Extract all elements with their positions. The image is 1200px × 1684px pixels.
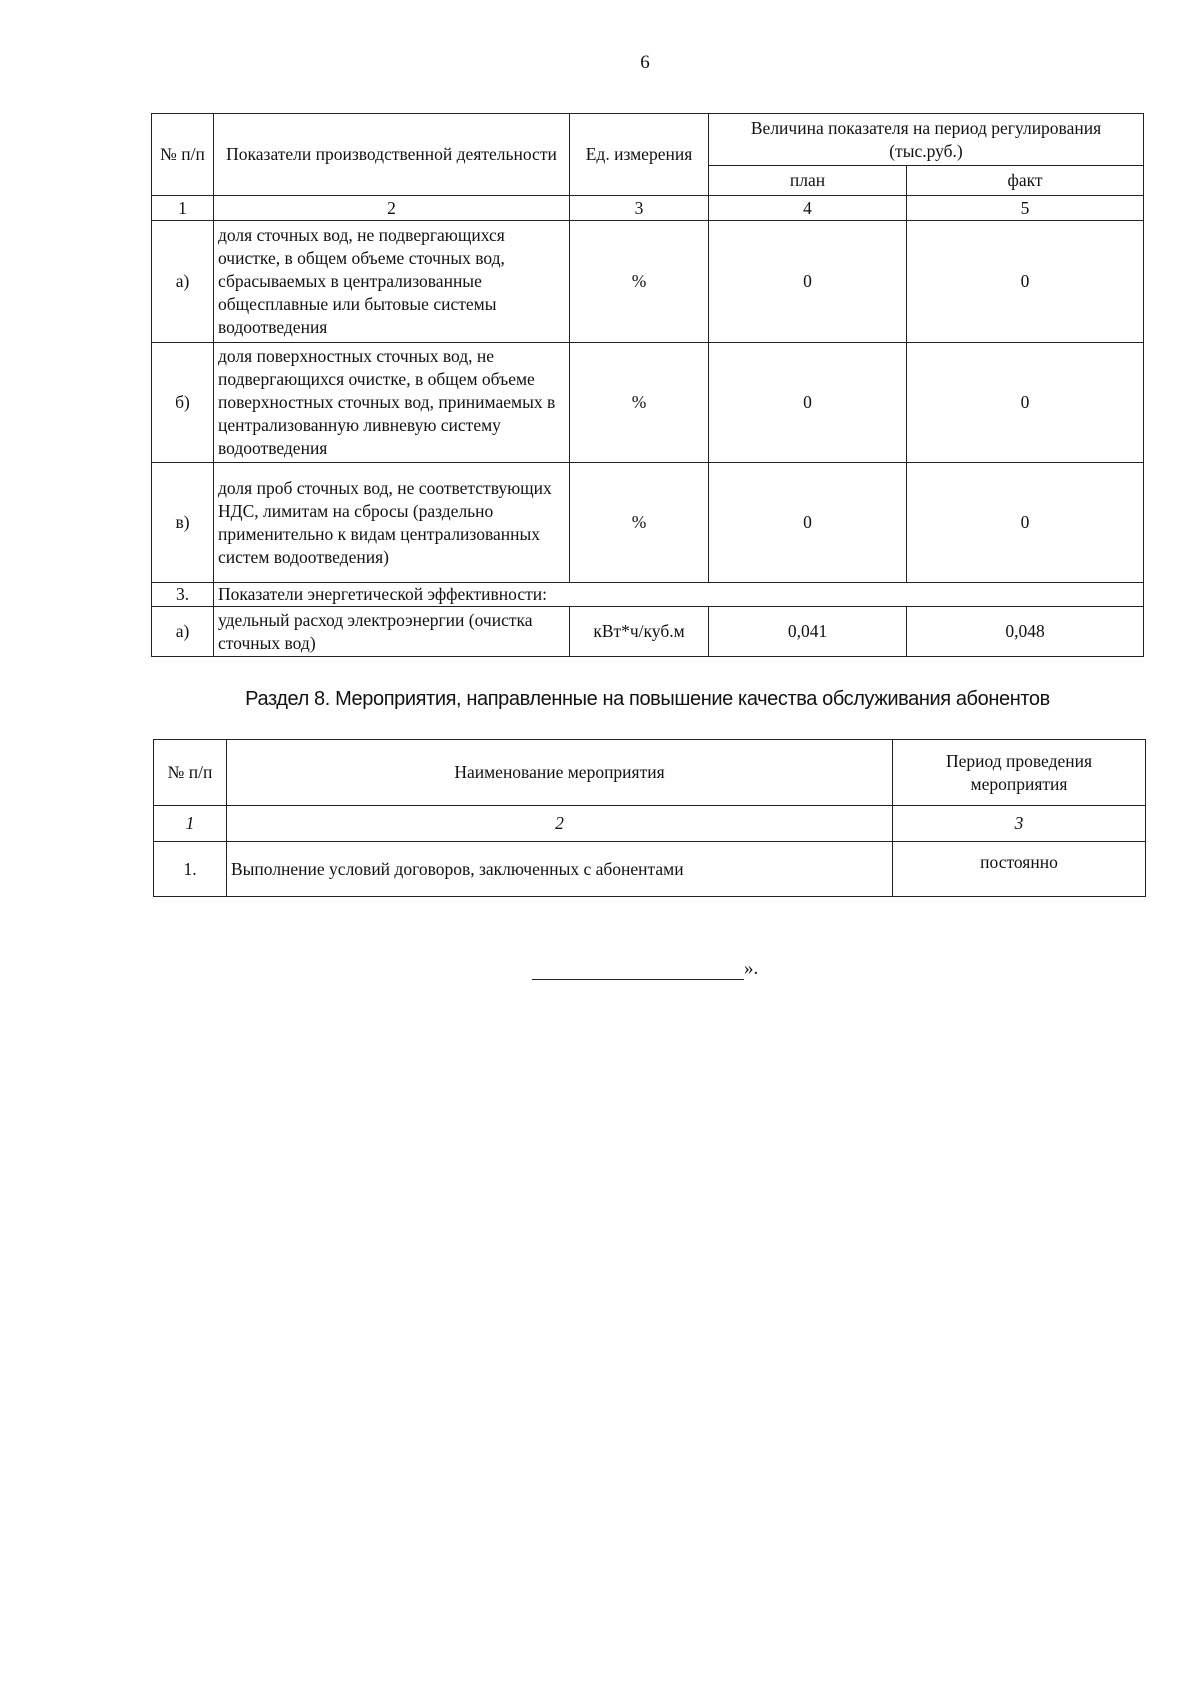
row-num: а) [152,221,214,343]
row-num: б) [152,343,214,463]
row-indicator: удельный расход электроэнергии (очистка сточных вод) [214,607,570,657]
row-plan: 0 [709,463,907,583]
header-fact: факт [907,166,1144,196]
section-8-title: Раздел 8. Мероприятия, направленные на повышение качества обслуживания абонентов [245,688,1050,710]
row-plan: 0,041 [709,607,907,657]
section-row [152,583,1144,607]
row-name: Выполнение условий договоров, заключенных с абонентами [227,842,893,897]
header-plan: план [709,166,907,196]
header-name: Наименование мероприятия [227,740,893,806]
row-fact: 0 [907,343,1144,463]
row-plan: 0 [709,343,907,463]
signature-line [532,959,744,980]
table-row [152,607,1144,657]
row-unit: % [570,463,709,583]
row-unit: % [570,221,709,343]
header-num: № п/п [154,740,227,806]
row-unit: кВт*ч/куб.м [570,607,709,657]
col-number-5: 5 [907,196,1144,221]
col-number-2: 2 [214,196,570,221]
header-num: № п/п [152,114,214,196]
table-row [154,842,1146,897]
row-plan: 0 [709,221,907,343]
header-unit: Ед. измерения [570,114,709,196]
col-number-3: 3 [570,196,709,221]
closing-mark [532,958,758,980]
row-indicator: доля проб сточных вод, не соответствующих НДС, лимитам на сбросы (раздельно применительно к видам централизованных систем водоотведения) [214,463,570,583]
row-period: постоянно [893,842,1146,897]
row-num: в) [152,463,214,583]
col-number-4: 4 [709,196,907,221]
row-fact: 0,048 [907,607,1144,657]
subscriber-service-measures-table [153,739,1146,897]
header-period: Период проведения мероприятия [893,740,1146,806]
header-indicator: Показатели производственной деятельности [214,114,570,196]
col-number-2: 2 [227,806,893,842]
col-number-1: 1 [152,196,214,221]
row-unit: % [570,343,709,463]
section-num: 3. [152,583,214,607]
col-number-1: 1 [154,806,227,842]
col-number-3: 3 [893,806,1146,842]
row-indicator: доля сточных вод, не подвергающихся очистке, в общем объеме сточных вод, сбрасываемых в централизованные общесплавные или бытовые системы водоотведения [214,221,570,343]
header-period: Величина показателя на период регулирования (тыс.руб.) [709,114,1144,166]
table-row [152,343,1144,463]
row-indicator: доля поверхностных сточных вод, не подвергающихся очистке, в общем объеме поверхностных сточных вод, принимаемых в централизованную ливневую систему водоотведения [214,343,570,463]
page-number: 6 [640,52,650,73]
performance-indicators-table [151,113,1144,657]
row-fact: 0 [907,463,1144,583]
row-num: а) [152,607,214,657]
table-row [152,463,1144,583]
closing-quote: ». [744,958,759,979]
table-row [152,221,1144,343]
row-fact: 0 [907,221,1144,343]
section-title: Показатели энергетической эффективности: [214,583,1144,607]
row-num: 1. [154,842,227,897]
